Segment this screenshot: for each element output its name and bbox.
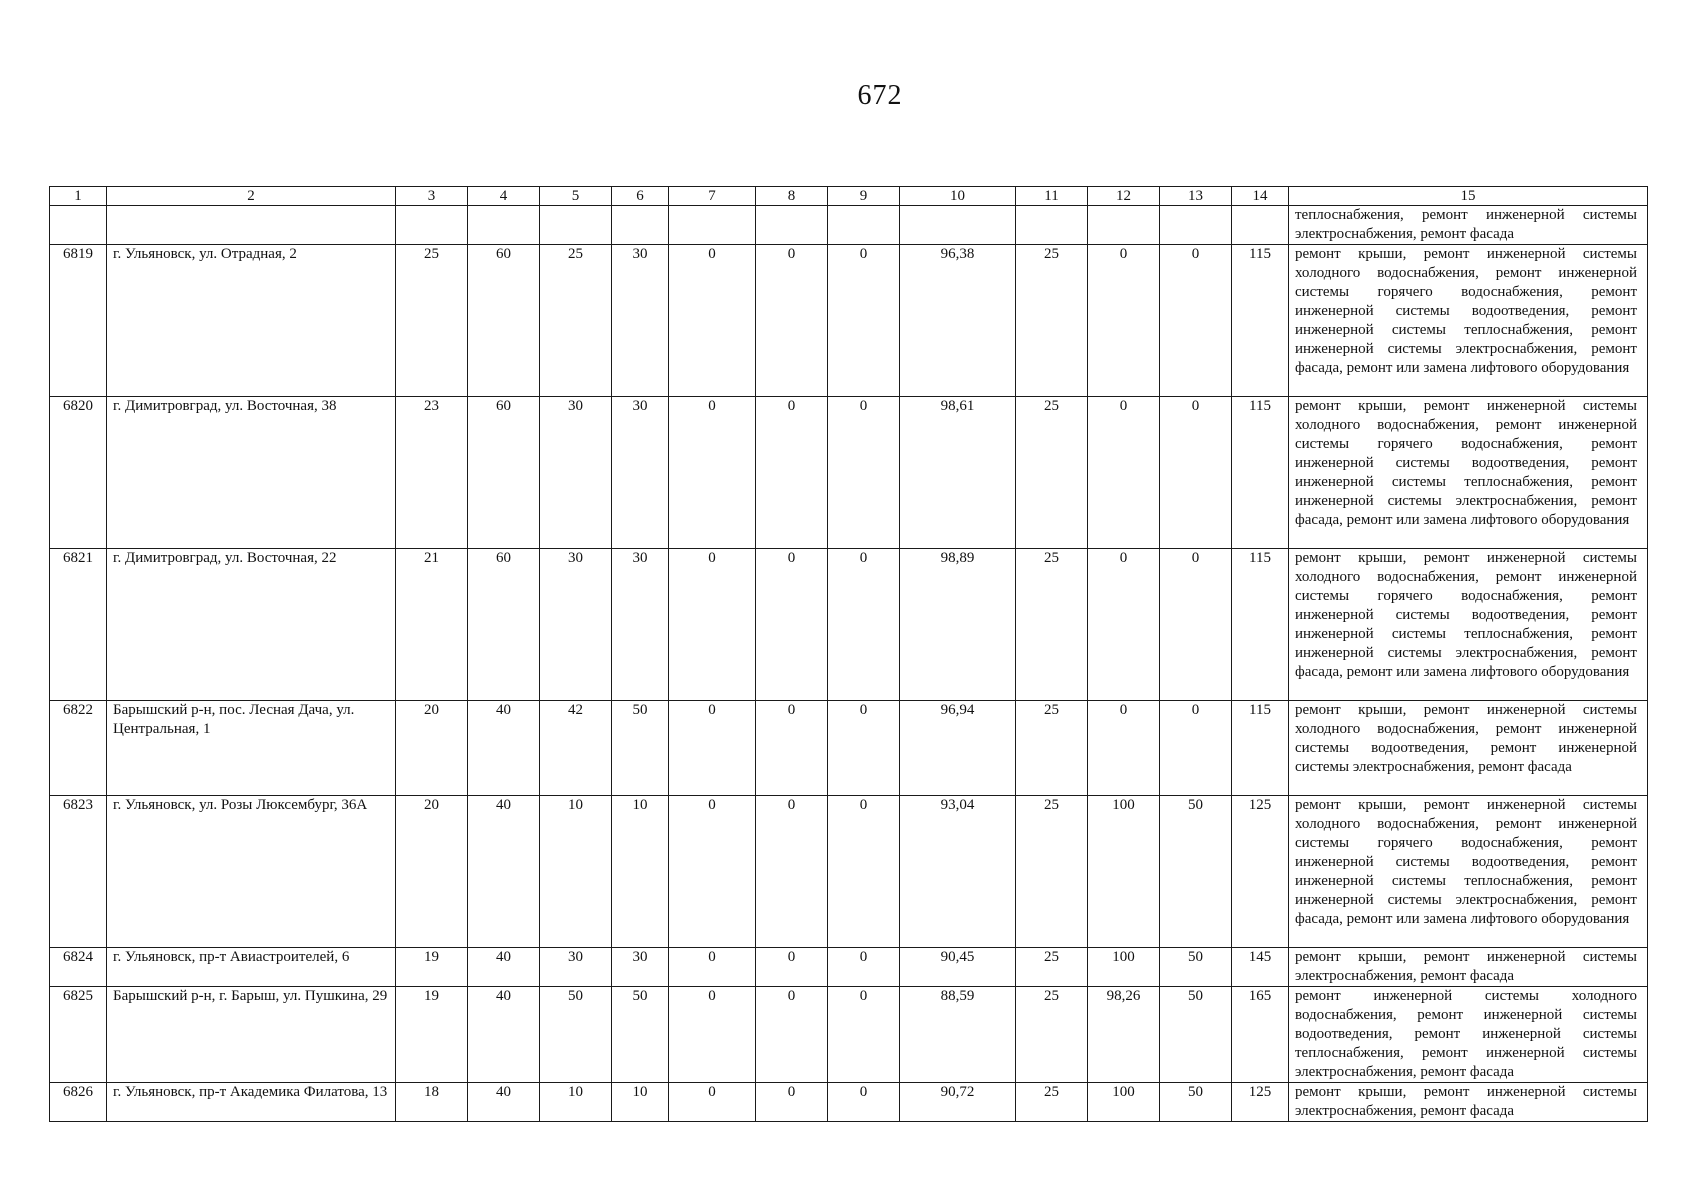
value-cell: 40	[468, 987, 540, 1083]
table-row	[50, 245, 1648, 397]
address-cell: г. Ульяновск, ул. Отрадная, 2	[107, 245, 396, 397]
value-cell: 60	[468, 397, 540, 549]
value-cell: 10	[540, 1083, 612, 1122]
address-cell: г. Димитровград, ул. Восточная, 22	[107, 549, 396, 701]
value-cell: 40	[468, 701, 540, 796]
value-cell: 88,59	[900, 987, 1016, 1083]
value-cell: 25	[1016, 948, 1088, 987]
address-cell: г. Ульяновск, пр-т Авиастроителей, 6	[107, 948, 396, 987]
value-cell: 98,26	[1088, 987, 1160, 1083]
column-header: 2	[107, 187, 396, 206]
value-cell: 0	[1160, 245, 1232, 397]
value-cell: 21	[396, 549, 468, 701]
value-cell: 115	[1232, 245, 1289, 397]
value-cell: 0	[756, 397, 828, 549]
value-cell: 19	[396, 948, 468, 987]
repair-program-table	[49, 186, 1648, 1122]
page-number: 672	[857, 80, 903, 111]
value-cell: 30	[540, 948, 612, 987]
value-cell: 50	[1160, 1083, 1232, 1122]
works-cell: ремонт инженерной системы холодного водоснабжения, ремонт инженерной системы водоотведения, ремонт инженерной системы теплоснабжения, ремонт инженерной системы электроснабжения, ремонт фасада	[1289, 987, 1648, 1083]
table-row	[50, 1083, 1648, 1122]
column-header: 11	[1016, 187, 1088, 206]
value-cell: 0	[1088, 549, 1160, 701]
continuation-row	[50, 206, 1648, 245]
value-cell: 0	[669, 987, 756, 1083]
column-header: 4	[468, 187, 540, 206]
row-id: 6819	[50, 245, 107, 397]
value-cell: 25	[396, 245, 468, 397]
value-cell: 0	[669, 549, 756, 701]
value-cell: 30	[612, 549, 669, 701]
value-cell: 115	[1232, 397, 1289, 549]
value-cell: 0	[669, 1083, 756, 1122]
value-cell: 0	[756, 701, 828, 796]
value-cell: 100	[1088, 796, 1160, 948]
value-cell: 40	[468, 796, 540, 948]
value-cell: 0	[756, 549, 828, 701]
works-cell: ремонт крыши, ремонт инженерной системы электроснабжения, ремонт фасада	[1289, 1083, 1648, 1122]
value-cell: 19	[396, 987, 468, 1083]
value-cell: 40	[468, 948, 540, 987]
column-header: 9	[828, 187, 900, 206]
row-id: 6823	[50, 796, 107, 948]
value-cell: 23	[396, 397, 468, 549]
column-header: 6	[612, 187, 669, 206]
works-cell: ремонт крыши, ремонт инженерной системы холодного водоснабжения, ремонт инженерной системы горячего водоснабжения, ремонт инженерной системы водоотведения, ремонт инженерной системы теплоснабжения, ремонт инженерной системы электроснабжения, ремонт фасада, ремонт или замена лифтового оборудования	[1289, 245, 1648, 397]
value-cell: 60	[468, 549, 540, 701]
value-cell: 10	[612, 1083, 669, 1122]
value-cell: 0	[1088, 397, 1160, 549]
value-cell: 50	[612, 701, 669, 796]
value-cell: 0	[1160, 549, 1232, 701]
address-cell: г. Ульяновск, ул. Розы Люксембург, 36А	[107, 796, 396, 948]
works-cell: ремонт крыши, ремонт инженерной системы холодного водоснабжения, ремонт инженерной системы водоотведения, ремонт инженерной системы электроснабжения, ремонт фасада	[1289, 701, 1648, 796]
row-id: 6822	[50, 701, 107, 796]
column-header: 7	[669, 187, 756, 206]
value-cell: 90,45	[900, 948, 1016, 987]
value-cell: 0	[669, 948, 756, 987]
value-cell: 0	[756, 1083, 828, 1122]
value-cell: 96,94	[900, 701, 1016, 796]
value-cell: 100	[1088, 1083, 1160, 1122]
column-header: 3	[396, 187, 468, 206]
value-cell: 30	[612, 397, 669, 549]
value-cell: 40	[468, 1083, 540, 1122]
table-row	[50, 987, 1648, 1083]
value-cell: 115	[1232, 549, 1289, 701]
works-cell: ремонт крыши, ремонт инженерной системы холодного водоснабжения, ремонт инженерной системы горячего водоснабжения, ремонт инженерной системы водоотведения, ремонт инженерной системы теплоснабжения, ремонт инженерной системы электроснабжения, ремонт фасада, ремонт или замена лифтового оборудования	[1289, 549, 1648, 701]
value-cell: 115	[1232, 701, 1289, 796]
value-cell: 98,89	[900, 549, 1016, 701]
value-cell: 0	[828, 796, 900, 948]
value-cell: 0	[756, 245, 828, 397]
value-cell: 93,04	[900, 796, 1016, 948]
value-cell: 145	[1232, 948, 1289, 987]
value-cell: 50	[1160, 987, 1232, 1083]
row-id: 6821	[50, 549, 107, 701]
value-cell: 0	[828, 245, 900, 397]
works-cell: ремонт крыши, ремонт инженерной системы холодного водоснабжения, ремонт инженерной системы горячего водоснабжения, ремонт инженерной системы водоотведения, ремонт инженерной системы теплоснабжения, ремонт инженерной системы электроснабжения, ремонт фасада, ремонт или замена лифтового оборудования	[1289, 397, 1648, 549]
value-cell: 0	[669, 701, 756, 796]
value-cell: 25	[1016, 245, 1088, 397]
table-row	[50, 796, 1648, 948]
value-cell: 0	[1160, 397, 1232, 549]
value-cell: 25	[1016, 701, 1088, 796]
value-cell: 125	[1232, 796, 1289, 948]
value-cell: 0	[756, 948, 828, 987]
value-cell: 0	[828, 549, 900, 701]
column-header: 14	[1232, 187, 1289, 206]
table-row	[50, 549, 1648, 701]
value-cell: 30	[540, 549, 612, 701]
value-cell: 10	[540, 796, 612, 948]
column-header: 1	[50, 187, 107, 206]
value-cell: 125	[1232, 1083, 1289, 1122]
address-cell: г. Ульяновск, пр-т Академика Филатова, 13	[107, 1083, 396, 1122]
works-cell: ремонт крыши, ремонт инженерной системы холодного водоснабжения, ремонт инженерной системы горячего водоснабжения, ремонт инженерной системы водоотведения, ремонт инженерной системы теплоснабжения, ремонт инженерной системы электроснабжения, ремонт фасада, ремонт или замена лифтового оборудования	[1289, 796, 1648, 948]
address-cell: Барышский р-н, г. Барыш, ул. Пушкина, 29	[107, 987, 396, 1083]
value-cell: 0	[756, 796, 828, 948]
value-cell: 50	[1160, 796, 1232, 948]
row-id: 6826	[50, 1083, 107, 1122]
value-cell: 60	[468, 245, 540, 397]
value-cell: 25	[1016, 549, 1088, 701]
address-cell: г. Димитровград, ул. Восточная, 38	[107, 397, 396, 549]
column-number-row	[50, 187, 1648, 206]
value-cell: 0	[828, 397, 900, 549]
works-cell: теплоснабжения, ремонт инженерной системы электроснабжения, ремонт фасада	[1289, 206, 1648, 245]
value-cell: 0	[669, 796, 756, 948]
column-header: 10	[900, 187, 1016, 206]
row-id: 6820	[50, 397, 107, 549]
value-cell: 0	[1160, 701, 1232, 796]
value-cell: 100	[1088, 948, 1160, 987]
value-cell: 90,72	[900, 1083, 1016, 1122]
value-cell: 165	[1232, 987, 1289, 1083]
value-cell: 98,61	[900, 397, 1016, 549]
value-cell: 50	[612, 987, 669, 1083]
value-cell: 96,38	[900, 245, 1016, 397]
works-cell: ремонт крыши, ремонт инженерной системы электроснабжения, ремонт фасада	[1289, 948, 1648, 987]
value-cell: 20	[396, 701, 468, 796]
table-row	[50, 701, 1648, 796]
value-cell: 25	[1016, 987, 1088, 1083]
address-cell: Барышский р-н, пос. Лесная Дача, ул. Центральная, 1	[107, 701, 396, 796]
value-cell: 0	[828, 987, 900, 1083]
value-cell: 50	[540, 987, 612, 1083]
column-header: 12	[1088, 187, 1160, 206]
value-cell: 0	[828, 701, 900, 796]
column-header: 5	[540, 187, 612, 206]
value-cell: 0	[828, 948, 900, 987]
value-cell: 42	[540, 701, 612, 796]
table-row	[50, 397, 1648, 549]
row-id: 6824	[50, 948, 107, 987]
column-header: 8	[756, 187, 828, 206]
column-header: 13	[1160, 187, 1232, 206]
value-cell: 25	[1016, 1083, 1088, 1122]
value-cell: 0	[669, 397, 756, 549]
value-cell: 0	[1088, 701, 1160, 796]
value-cell: 18	[396, 1083, 468, 1122]
value-cell: 0	[669, 245, 756, 397]
value-cell: 10	[612, 796, 669, 948]
column-header: 15	[1289, 187, 1648, 206]
value-cell: 30	[612, 948, 669, 987]
table-row	[50, 948, 1648, 987]
value-cell: 25	[1016, 397, 1088, 549]
value-cell: 50	[1160, 948, 1232, 987]
value-cell: 0	[1088, 245, 1160, 397]
value-cell: 25	[1016, 796, 1088, 948]
value-cell: 30	[540, 397, 612, 549]
value-cell: 20	[396, 796, 468, 948]
value-cell: 0	[828, 1083, 900, 1122]
row-id: 6825	[50, 987, 107, 1083]
value-cell: 30	[612, 245, 669, 397]
value-cell: 0	[756, 987, 828, 1083]
value-cell: 25	[540, 245, 612, 397]
